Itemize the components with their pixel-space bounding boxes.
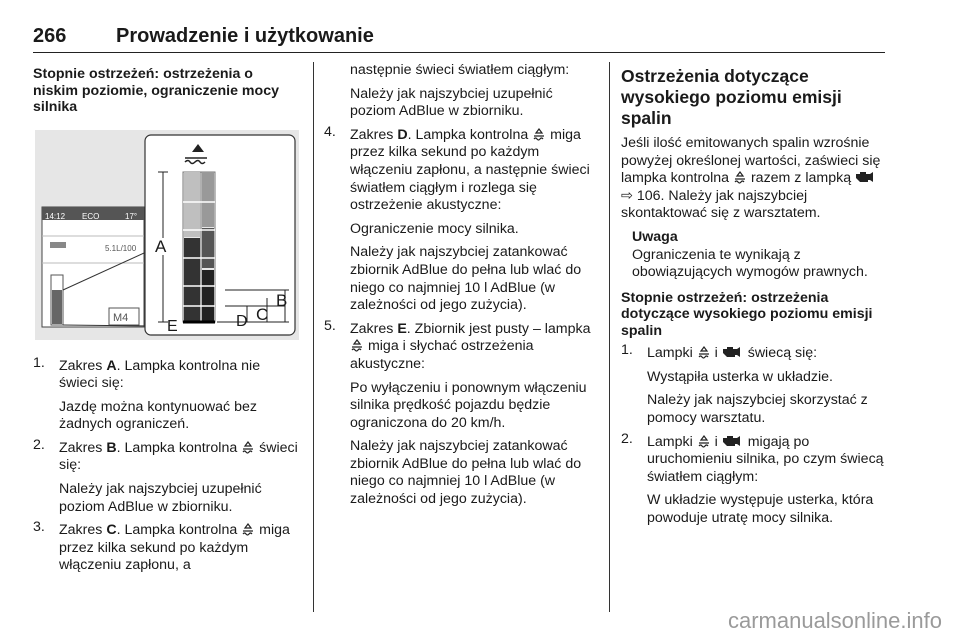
engine-check-icon bbox=[722, 345, 744, 359]
display-time: 14:12 bbox=[45, 211, 66, 221]
adblue-warning-icon bbox=[733, 170, 747, 184]
list-item-detail: Należy jak najszybciej skorzystać z pomocy warsztatu. bbox=[647, 392, 868, 427]
figure-label-a: A bbox=[155, 236, 167, 256]
list-item-detail: Należy jak najszybciej zatankować zbiornik AdBlue do pełna lub wlać do niego co najmniej 10 l AdBlue (w zależności od jego zużycia). bbox=[350, 438, 582, 508]
list-item-detail: Należy jak najszybciej uzupełnić poziom AdBlue w zbiorniku. bbox=[59, 481, 262, 515]
page-ref-arrow: ⇨ bbox=[621, 187, 633, 204]
list-item-detail: Wystąpiła usterka w układzie. bbox=[647, 368, 833, 385]
engine-check-icon bbox=[855, 170, 877, 184]
page-title: Prowadzenie i użytkowanie bbox=[116, 25, 374, 47]
note-text: Ograniczenia te wynikają z obowiązujących wymogów prawnych. bbox=[632, 246, 868, 281]
list-item: 4. Zakres D. Lampka kontrolna miga przez kilka sekund po każdym włączeniu zapłonu, a następnie świeci światłem ciągłym i rozlega się ostrzeżenie akustyczne: bbox=[324, 123, 590, 214]
column-divider bbox=[609, 62, 610, 612]
adblue-warning-icon bbox=[697, 434, 711, 448]
section-heading: Stopnie ostrzeżeń: ostrzeżenia o niskim poziomie, ograniczenie mocy silnika bbox=[33, 66, 279, 115]
note-box bbox=[621, 229, 889, 282]
list-item-detail: W układzie występuje usterka, która powoduje utratę mocy silnika. bbox=[647, 492, 874, 526]
list-item: 3. Zakres C. Lampka kontrolna miga przez kilka sekund po każdym włączeniu zapłonu, a bbox=[33, 519, 290, 574]
column-3 bbox=[621, 66, 889, 534]
list-item-detail: Jazdę można kontynuować bez żadnych ograniczeń. bbox=[59, 398, 257, 433]
list-item-detail: Ograniczenie mocy silnika. bbox=[350, 220, 519, 237]
watermark: carmanualsonline.info bbox=[727, 608, 942, 633]
adblue-warning-icon bbox=[241, 522, 255, 536]
figure-label-e: E bbox=[167, 317, 178, 335]
adblue-warning-icon bbox=[350, 338, 364, 352]
page-number: 266 bbox=[33, 25, 67, 47]
list-item: 1. Zakres A. Lampka kontrolna nie świeci się: bbox=[33, 354, 261, 392]
display-consumption: 5.1L/100 bbox=[105, 243, 137, 253]
list-item-detail: Należy jak najszybciej zatankować zbiornik AdBlue do pełna lub wlać do niego co najmniej 10 l AdBlue (w zależności od jego zużycia). bbox=[350, 244, 582, 314]
list-item-detail: Należy jak najszybciej uzupełnić poziom AdBlue w zbiorniku. bbox=[350, 85, 553, 120]
list-item: 1. Lampki i świecą się: bbox=[621, 342, 818, 362]
figure-label-c: C bbox=[256, 304, 269, 324]
page-header bbox=[33, 22, 885, 53]
list-item: 2. Zakres B. Lampka kontrolna świeci się: bbox=[33, 436, 298, 474]
list-item: 2. Lampki i migają po uruchomieniu silnika, po czym świecą światłem ciągłym: bbox=[621, 430, 884, 485]
engine-check-icon bbox=[722, 434, 744, 448]
list-item: 5. Zakres E. Zbiornik jest pusty – lampka miga i słychać ostrzeżenia akustyczne: bbox=[324, 317, 591, 372]
column-2 bbox=[324, 62, 599, 515]
adblue-warning-icon bbox=[697, 345, 711, 359]
adblue-gauge-figure bbox=[35, 130, 299, 340]
display-temp: 17° bbox=[125, 211, 138, 221]
list-item-detail: następnie świeci światłem ciągłym: bbox=[350, 62, 570, 78]
display-eco: ECO bbox=[82, 211, 100, 221]
note-title: Uwaga bbox=[632, 228, 678, 245]
adblue-warning-icon bbox=[532, 127, 546, 141]
figure-label-d: D bbox=[236, 312, 248, 330]
paragraph: Jeśli ilość emitowanych spalin wzrośnie powyżej określonej wartości, zaświeci się lampka kontrolna razem z lampką ⇨ 106. Należy jak najszybciej skontaktować się z warsztatem. bbox=[621, 135, 881, 222]
list-item-detail: Po wyłączeniu i ponownym włączeniu silnika prędkość pojazdu będzie ograniczona do 20 km/h. bbox=[350, 379, 587, 431]
adblue-warning-icon bbox=[241, 440, 255, 454]
section-heading: Stopnie ostrzeżeń: ostrzeżenia dotyczące wysokiego poziomu emisji spalin bbox=[621, 289, 873, 339]
display-gear: M4 bbox=[113, 311, 129, 324]
section-heading: Ostrzeżenia dotyczące wysokiego poziomu emisji spalin bbox=[621, 66, 842, 128]
column-1 bbox=[33, 66, 301, 581]
figure-label-b: B bbox=[276, 290, 288, 310]
column-divider bbox=[313, 62, 314, 612]
